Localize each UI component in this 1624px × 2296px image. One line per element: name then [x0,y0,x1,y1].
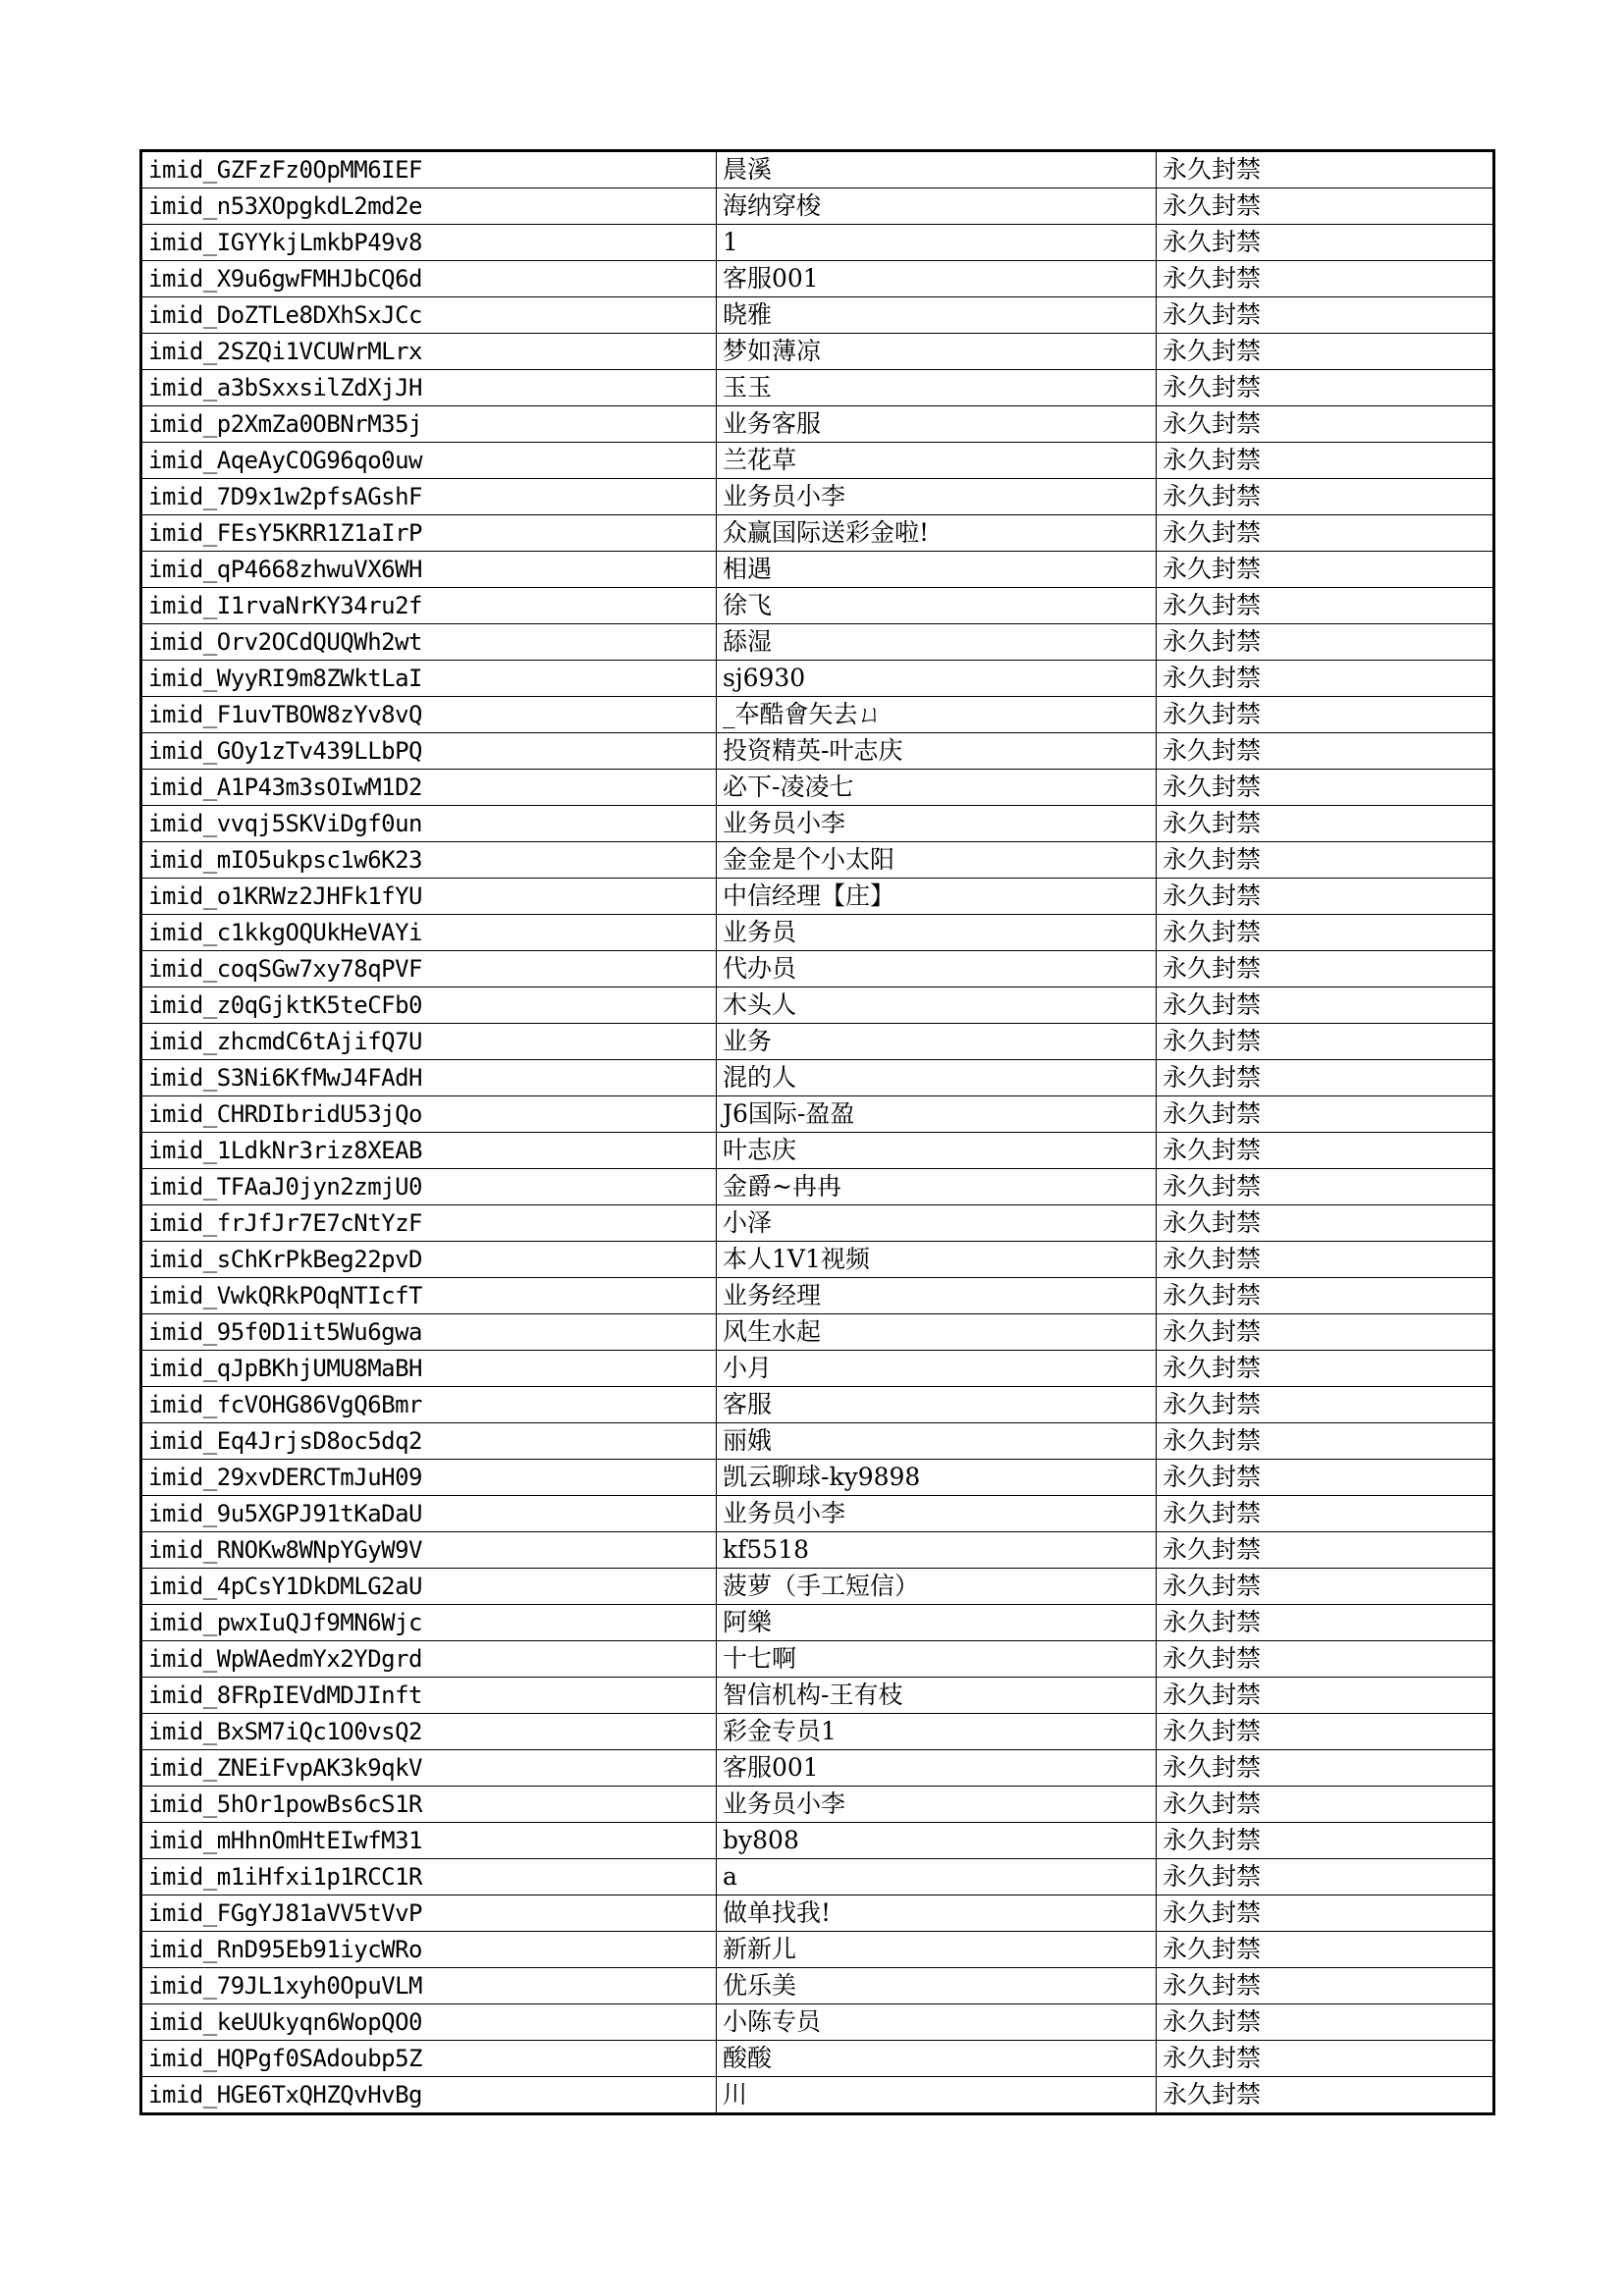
table-row [141,1351,1494,1387]
account-id-cell: imid_IGYYkjLmkbP49v8 [141,225,717,261]
ban-status-cell: 永久封禁 [1157,1569,1494,1605]
ban-status-cell: 永久封禁 [1157,1278,1494,1314]
account-id-cell: imid_sChKrPkBeg22pvD [141,1242,717,1278]
ban-status-cell: 永久封禁 [1157,1242,1494,1278]
ban-status-cell: 永久封禁 [1157,443,1494,479]
table-row [141,188,1494,225]
ban-status-cell: 永久封禁 [1157,1896,1494,1932]
account-id-cell: imid_fcVOHG86VgQ6Bmr [141,1387,717,1423]
account-id-cell: imid_ZNEiFvpAK3k9qkV [141,1750,717,1787]
table-row [141,733,1494,770]
ban-list-body [141,151,1494,2114]
nickname-cell: 客服 [717,1387,1157,1423]
nickname-cell: 彩金专员1 [717,1714,1157,1750]
ban-status-cell: 永久封禁 [1157,697,1494,733]
ban-status-cell: 永久封禁 [1157,1714,1494,1750]
ban-status-cell: 永久封禁 [1157,370,1494,406]
ban-status-cell: 永久封禁 [1157,1787,1494,1823]
account-id-cell: imid_CHRDIbridU53jQo [141,1096,717,1133]
table-row [141,1278,1494,1314]
table-row [141,1496,1494,1532]
table-row [141,842,1494,879]
table-row [141,915,1494,951]
table-row [141,1641,1494,1678]
nickname-cell: 做单找我! [717,1896,1157,1932]
table-row [141,1060,1494,1096]
nickname-cell: a [717,1859,1157,1896]
nickname-cell: 晓雅 [717,297,1157,334]
account-id-cell: imid_WyyRI9m8ZWktLaI [141,661,717,697]
account-id-cell: imid_GOy1zTv439LLbPQ [141,733,717,770]
ban-status-cell: 永久封禁 [1157,588,1494,624]
nickname-cell: 业务员 [717,915,1157,951]
nickname-cell: 客服001 [717,261,1157,297]
document-sheet [139,149,1492,2115]
account-id-cell: imid_mIO5ukpsc1w6K23 [141,842,717,879]
account-id-cell: imid_GZFzFz0OpMM6IEF [141,151,717,188]
table-row [141,261,1494,297]
ban-status-cell: 永久封禁 [1157,2041,1494,2077]
nickname-cell: 酸酸 [717,2041,1157,2077]
nickname-cell: 智信机构-王有枝 [717,1678,1157,1714]
table-row [141,1423,1494,1460]
ban-status-cell: 永久封禁 [1157,1859,1494,1896]
nickname-cell: 晨溪 [717,151,1157,188]
table-row [141,479,1494,515]
ban-status-cell: 永久封禁 [1157,1096,1494,1133]
account-id-cell: imid_a3bSxxsilZdXjJH [141,370,717,406]
ban-status-cell: 永久封禁 [1157,1823,1494,1859]
table-row [141,1859,1494,1896]
table-row [141,1896,1494,1932]
table-row [141,624,1494,661]
account-id-cell: imid_vvqj5SKViDgf0un [141,806,717,842]
nickname-cell: 本人1V1视频 [717,1242,1157,1278]
table-row [141,1532,1494,1569]
account-id-cell: imid_c1kkgOQUkHeVAYi [141,915,717,951]
ban-status-cell: 永久封禁 [1157,334,1494,370]
nickname-cell: sj6930 [717,661,1157,697]
account-id-cell: imid_4pCsY1DkDMLG2aU [141,1569,717,1605]
account-id-cell: imid_coqSGw7xy78qPVF [141,951,717,988]
nickname-cell: 业务经理 [717,1278,1157,1314]
table-row [141,951,1494,988]
ban-status-cell: 永久封禁 [1157,806,1494,842]
ban-status-cell: 永久封禁 [1157,879,1494,915]
table-row [141,443,1494,479]
ban-status-cell: 永久封禁 [1157,1968,1494,2004]
ban-status-cell: 永久封禁 [1157,951,1494,988]
nickname-cell: _夲酷會矢去ㄩ [717,697,1157,733]
account-id-cell: imid_Orv2OCdQUQWh2wt [141,624,717,661]
ban-status-cell: 永久封禁 [1157,1750,1494,1787]
nickname-cell: 投资精英-叶志庆 [717,733,1157,770]
account-id-cell: imid_5hOr1powBs6cS1R [141,1787,717,1823]
account-id-cell: imid_TFAaJ0jyn2zmjU0 [141,1169,717,1205]
nickname-cell: 海纳穿梭 [717,188,1157,225]
nickname-cell: 丽娥 [717,1423,1157,1460]
ban-status-cell: 永久封禁 [1157,515,1494,552]
nickname-cell: 混的人 [717,1060,1157,1096]
account-id-cell: imid_X9u6gwFMHJbCQ6d [141,261,717,297]
ban-status-cell: 永久封禁 [1157,1024,1494,1060]
account-id-cell: imid_HGE6TxQHZQvHvBg [141,2077,717,2114]
table-row [141,1750,1494,1787]
account-id-cell: imid_m1iHfxi1p1RCC1R [141,1859,717,1896]
table-row [141,1133,1494,1169]
account-id-cell: imid_frJfJr7E7cNtYzF [141,1205,717,1242]
table-row [141,1387,1494,1423]
account-id-cell: imid_F1uvTBOW8zYv8vQ [141,697,717,733]
account-id-cell: imid_qP4668zhwuVX6WH [141,552,717,588]
ban-status-cell: 永久封禁 [1157,1169,1494,1205]
nickname-cell: 业务员小李 [717,1496,1157,1532]
table-row [141,1169,1494,1205]
account-id-cell: imid_S3Ni6KfMwJ4FAdH [141,1060,717,1096]
account-id-cell: imid_keUUkyqn6WopQO0 [141,2004,717,2041]
ban-status-cell: 永久封禁 [1157,1532,1494,1569]
ban-status-cell: 永久封禁 [1157,1932,1494,1968]
ban-status-cell: 永久封禁 [1157,479,1494,515]
nickname-cell: 金爵~冉冉 [717,1169,1157,1205]
account-id-cell: imid_AqeAyCOG96qo0uw [141,443,717,479]
account-id-cell: imid_zhcmdC6tAjifQ7U [141,1024,717,1060]
nickname-cell: 舔湿 [717,624,1157,661]
table-row [141,1714,1494,1750]
nickname-cell: 业务员小李 [717,1787,1157,1823]
nickname-cell: 相遇 [717,552,1157,588]
ban-status-cell: 永久封禁 [1157,406,1494,443]
nickname-cell: 必下-凌凌七 [717,770,1157,806]
account-id-cell: imid_n53XOpgkdL2md2e [141,188,717,225]
nickname-cell: 小陈专员 [717,2004,1157,2041]
account-id-cell: imid_HQPgf0SAdoubp5Z [141,2041,717,2077]
account-id-cell: imid_79JL1xyh0OpuVLM [141,1968,717,2004]
ban-status-cell: 永久封禁 [1157,915,1494,951]
account-id-cell: imid_qJpBKhjUMU8MaBH [141,1351,717,1387]
table-row [141,406,1494,443]
table-row [141,770,1494,806]
ban-status-cell: 永久封禁 [1157,842,1494,879]
table-row [141,1096,1494,1133]
nickname-cell: 业务员小李 [717,806,1157,842]
ban-status-cell: 永久封禁 [1157,1496,1494,1532]
nickname-cell: 业务 [717,1024,1157,1060]
table-row [141,1242,1494,1278]
table-row [141,1932,1494,1968]
nickname-cell: 代办员 [717,951,1157,988]
ban-status-cell: 永久封禁 [1157,151,1494,188]
table-row [141,879,1494,915]
ban-status-cell: 永久封禁 [1157,188,1494,225]
account-id-cell: imid_VwkQRkPOqNTIcfT [141,1278,717,1314]
table-row [141,806,1494,842]
nickname-cell: 徐飞 [717,588,1157,624]
account-id-cell: imid_8FRpIEVdMDJInft [141,1678,717,1714]
table-row [141,1605,1494,1641]
nickname-cell: 中信经理【庄】 [717,879,1157,915]
nickname-cell: 众赢国际送彩金啦! [717,515,1157,552]
table-row [141,334,1494,370]
account-id-cell: imid_RnD95Eb91iycWRo [141,1932,717,1968]
table-row [141,297,1494,334]
table-row [141,2077,1494,2114]
nickname-cell: 菠萝（手工短信） [717,1569,1157,1605]
nickname-cell: 木头人 [717,988,1157,1024]
nickname-cell: 十七啊 [717,1641,1157,1678]
nickname-cell: 业务员小李 [717,479,1157,515]
account-id-cell: imid_mHhnOmHtEIwfM31 [141,1823,717,1859]
account-id-cell: imid_FGgYJ81aVV5tVvP [141,1896,717,1932]
account-id-cell: imid_pwxIuQJf9MN6Wjc [141,1605,717,1641]
account-id-cell: imid_RNOKw8WNpYGyW9V [141,1532,717,1569]
ban-status-cell: 永久封禁 [1157,1678,1494,1714]
account-id-cell: imid_9u5XGPJ91tKaDaU [141,1496,717,1532]
account-id-cell: imid_1LdkNr3riz8XEAB [141,1133,717,1169]
nickname-cell: 风生水起 [717,1314,1157,1351]
ban-status-cell: 永久封禁 [1157,1423,1494,1460]
nickname-cell: 金金是个小太阳 [717,842,1157,879]
ban-status-cell: 永久封禁 [1157,1060,1494,1096]
account-id-cell: imid_WpWAedmYx2YDgrd [141,1641,717,1678]
account-id-cell: imid_p2XmZa0OBNrM35j [141,406,717,443]
ban-status-cell: 永久封禁 [1157,733,1494,770]
nickname-cell: 凯云聊球-ky9898 [717,1460,1157,1496]
ban-status-cell: 永久封禁 [1157,1460,1494,1496]
ban-status-cell: 永久封禁 [1157,1133,1494,1169]
table-row [141,697,1494,733]
nickname-cell: 小泽 [717,1205,1157,1242]
table-row [141,1968,1494,2004]
account-id-cell: imid_I1rvaNrKY34ru2f [141,588,717,624]
nickname-cell: 阿樂 [717,1605,1157,1641]
table-row [141,515,1494,552]
table-row [141,1205,1494,1242]
ban-status-cell: 永久封禁 [1157,1387,1494,1423]
account-id-cell: imid_2SZQi1VCUWrMLrx [141,334,717,370]
nickname-cell: 叶志庆 [717,1133,1157,1169]
account-id-cell: imid_29xvDERCTmJuH09 [141,1460,717,1496]
nickname-cell: 兰花草 [717,443,1157,479]
ban-status-cell: 永久封禁 [1157,661,1494,697]
table-row [141,1460,1494,1496]
account-id-cell: imid_BxSM7iQc1O0vsQ2 [141,1714,717,1750]
table-row [141,370,1494,406]
ban-status-cell: 永久封禁 [1157,225,1494,261]
ban-status-cell: 永久封禁 [1157,1641,1494,1678]
table-row [141,1787,1494,1823]
ban-status-cell: 永久封禁 [1157,1205,1494,1242]
ban-status-cell: 永久封禁 [1157,770,1494,806]
ban-status-cell: 永久封禁 [1157,297,1494,334]
ban-status-cell: 永久封禁 [1157,1605,1494,1641]
nickname-cell: 优乐美 [717,1968,1157,2004]
nickname-cell: kf5518 [717,1532,1157,1569]
ban-status-cell: 永久封禁 [1157,988,1494,1024]
nickname-cell: 业务客服 [717,406,1157,443]
ban-status-cell: 永久封禁 [1157,624,1494,661]
nickname-cell: 客服001 [717,1750,1157,1787]
table-row [141,151,1494,188]
nickname-cell: 梦如薄凉 [717,334,1157,370]
table-row [141,225,1494,261]
table-row [141,988,1494,1024]
ban-list-table [139,149,1495,2115]
table-row [141,2004,1494,2041]
account-id-cell: imid_DoZTLe8DXhSxJCc [141,297,717,334]
account-id-cell: imid_o1KRWz2JHFk1fYU [141,879,717,915]
table-row [141,1569,1494,1605]
table-row [141,1314,1494,1351]
account-id-cell: imid_95f0D1it5Wu6gwa [141,1314,717,1351]
nickname-cell: 1 [717,225,1157,261]
ban-status-cell: 永久封禁 [1157,2077,1494,2114]
table-row [141,661,1494,697]
table-row [141,552,1494,588]
table-row [141,1823,1494,1859]
ban-status-cell: 永久封禁 [1157,1351,1494,1387]
ban-status-cell: 永久封禁 [1157,2004,1494,2041]
table-row [141,588,1494,624]
nickname-cell: by808 [717,1823,1157,1859]
account-id-cell: imid_Eq4JrjsD8oc5dq2 [141,1423,717,1460]
table-row [141,1024,1494,1060]
table-row [141,2041,1494,2077]
account-id-cell: imid_FEsY5KRR1Z1aIrP [141,515,717,552]
account-id-cell: imid_7D9x1w2pfsAGshF [141,479,717,515]
nickname-cell: 新新儿 [717,1932,1157,1968]
account-id-cell: imid_A1P43m3sOIwM1D2 [141,770,717,806]
nickname-cell: 玉玉 [717,370,1157,406]
ban-status-cell: 永久封禁 [1157,261,1494,297]
nickname-cell: 小月 [717,1351,1157,1387]
account-id-cell: imid_z0qGjktK5teCFb0 [141,988,717,1024]
ban-status-cell: 永久封禁 [1157,1314,1494,1351]
nickname-cell: J6国际-盈盈 [717,1096,1157,1133]
nickname-cell: 川 [717,2077,1157,2114]
ban-status-cell: 永久封禁 [1157,552,1494,588]
table-row [141,1678,1494,1714]
